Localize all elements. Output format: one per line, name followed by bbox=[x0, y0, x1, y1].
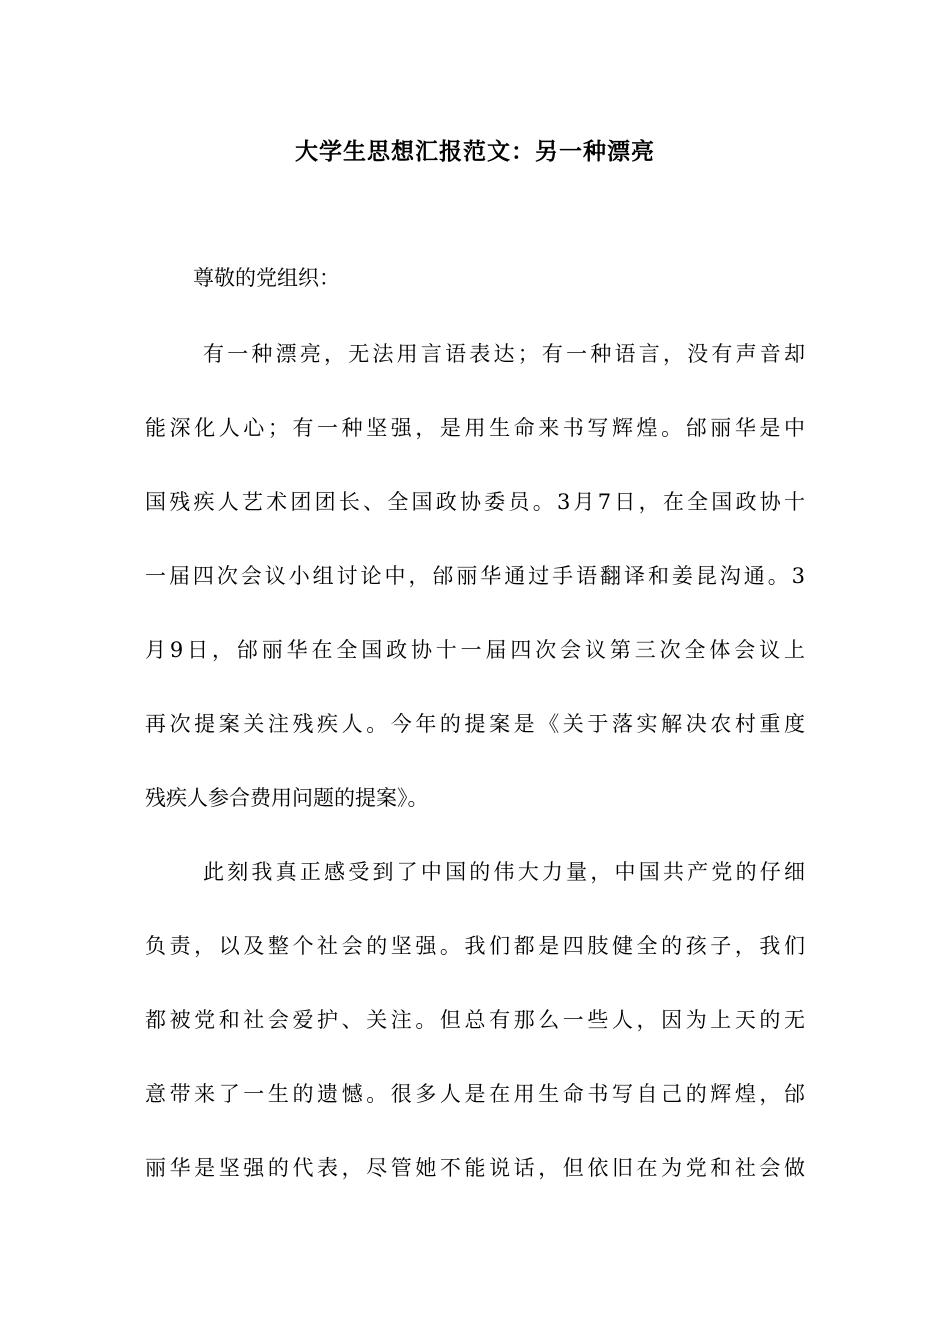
salutation: 尊敬的党组织： bbox=[193, 266, 340, 290]
paragraph-2 bbox=[145, 835, 805, 1205]
paragraph-line: 此刻我真正感受到了中国的伟大力量，中国共产党的仔细 bbox=[203, 860, 805, 884]
paragraph-line: 意带来了一生的遗憾。很多人是在用生命书写自己的辉煌，邰 bbox=[145, 1082, 805, 1106]
document-title: 大学生思想汇报范文：另一种漂亮 bbox=[295, 138, 655, 165]
paragraph-line: 月9日，邰丽华在全国政协十一届四次会议第三次全体会议上 bbox=[145, 638, 805, 662]
paragraph-line: 有一种漂亮，无法用言语表达；有一种语言，没有声音却 bbox=[203, 342, 805, 366]
paragraph-line: 能深化人心；有一种坚强，是用生命来书写辉煌。邰丽华是中 bbox=[145, 416, 805, 440]
paragraph-1 bbox=[145, 317, 805, 835]
paragraph-line: 再次提案关注残疾人。今年的提案是《关于落实解决农村重度 bbox=[145, 712, 805, 736]
paragraph-line: 残疾人参合费用问题的提案》。 bbox=[145, 786, 429, 810]
paragraph-line: 国残疾人艺术团团长、全国政协委员。3月7日，在全国政协十 bbox=[145, 490, 805, 514]
paragraph-line: 负责，以及整个社会的坚强。我们都是四肢健全的孩子，我们 bbox=[145, 934, 805, 958]
paragraph-line: 一届四次会议小组讨论中，邰丽华通过手语翻译和姜昆沟通。3 bbox=[145, 564, 805, 588]
paragraph-line: 都被党和社会爱护、关注。但总有那么一些人，因为上天的无 bbox=[145, 1008, 805, 1032]
paragraph-line: 丽华是坚强的代表，尽管她不能说话，但依旧在为党和社会做 bbox=[145, 1156, 805, 1180]
